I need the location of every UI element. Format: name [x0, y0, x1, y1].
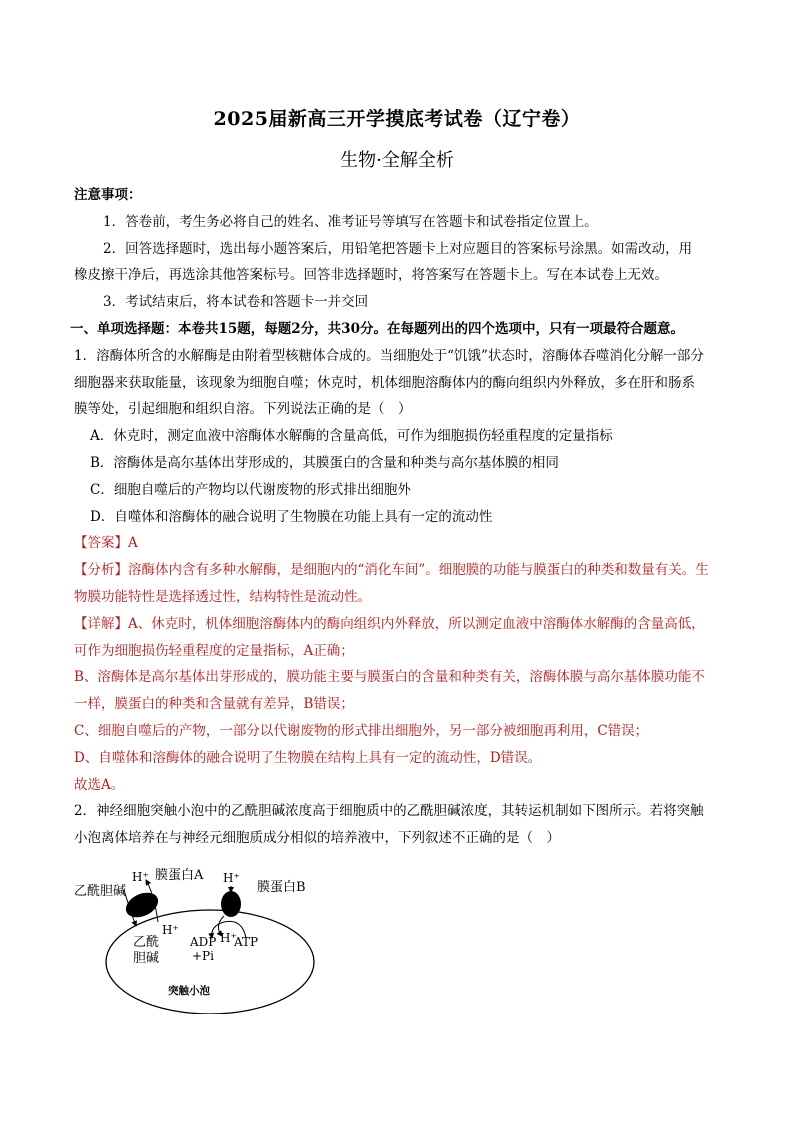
section-heading: 一、单项选择题：本卷共15题，每题2分，共30分。在每题列出的四个选项中，只有一项最符合题意。: [70, 320, 684, 337]
q1-option-c: C．细胞自噬后的产物均以代谢废物的形式排出细胞外: [90, 481, 411, 498]
detail-tag: 【详解】: [74, 615, 128, 632]
q1-detail-line-7: 故选A。: [74, 776, 125, 793]
label-protein-b: 膜蛋白B: [257, 880, 306, 895]
label-adp: ADP: [190, 935, 217, 949]
q1-detail-line-5: C、细胞自噬后的产物，一部分以代谢废物的形式排出细胞外，另一部分被细胞再利用，C错误；: [74, 722, 649, 739]
analysis-text-1: 溶酶体内含有多种水解酶，是细胞内的“消化车间”。细胞膜的功能与膜蛋白的种类和数量有关。生: [128, 562, 709, 579]
answer-tag: 【答案】: [74, 535, 128, 552]
q1-detail-line-3: B、溶酶体是高尔基体出芽形成的，膜功能主要与膜蛋白的含量和种类有关，溶酶体膜与高尔基体膜功能不: [74, 669, 705, 686]
label-pi: +Pi: [192, 949, 214, 963]
q1-analysis-line-2: 物膜功能特性是选择透过性，结构特性是流动性。: [74, 588, 371, 605]
notice-heading: 注意事项：: [74, 187, 142, 203]
notice-item-2: 2．回答选择题时，选出每小题答案后，用铅笔把答题卡上对应题目的答案标号涂黑。如需改动，用: [103, 240, 693, 257]
q1-detail-line-4: 一样，膜蛋白的种类和含量就有差异，B错误；: [74, 696, 354, 713]
label-h-plus-1: H⁺: [132, 870, 149, 884]
label-acetylcholine-outside: 乙酰胆碱: [74, 884, 127, 899]
notice-item-1: 1．答卷前，考生务必将自己的姓名、准考证号等填写在答题卡和试卷指定位置上。: [103, 213, 598, 230]
label-acetylcholine-inside-1: 乙酰: [133, 935, 160, 950]
label-h-plus-3: H⁺: [162, 923, 179, 937]
q1-analysis-line-1: [74, 557, 724, 584]
page-subtitle: 生物·全解全析: [340, 150, 454, 171]
document-body: [70, 182, 724, 852]
label-atp: ATP: [234, 935, 259, 949]
detail-text-1: A、休克时，机体细胞溶酶体内的酶向组织内外释放，所以测定血液中溶酶体水解酶的含量高低，: [128, 615, 705, 632]
q1-stem-line-2: 细胞器来获取能量，该现象为细胞自噬；休克时，机体细胞溶酶体内的酶向组织内外释放，多在肝和肠系: [74, 374, 695, 391]
label-protein-a: 膜蛋白A: [155, 868, 204, 883]
label-synaptic-vesicle: 突触小泡: [168, 985, 210, 997]
q2-stem-line-1: 2．神经细胞突触小泡中的乙酰胆碱浓度高于细胞质中的乙酰胆碱浓度，其转运机制如下图所示。若将突触: [74, 803, 704, 820]
q1-stem-line-3: 膜等处，引起细胞和组织自溶。下列说法正确的是（ ）: [74, 401, 412, 418]
q1-detail-line-6: D、自噬体和溶酶体的融合说明了生物膜在结构上具有一定的流动性，D错误。: [74, 749, 542, 766]
notice-item-2-cont: 橡皮擦干净后，再选涂其他答案标号。回答非选择题时，将答案写在答题卡上。写在本试卷上无效。: [74, 267, 668, 284]
analysis-tag: 【分析】: [74, 562, 128, 579]
q1-option-d: D．自噬体和溶酶体的融合说明了生物膜在功能上具有一定的流动性: [90, 508, 493, 525]
synaptic-vesicle-diagram: [74, 864, 334, 1014]
q1-option-a: A．休克时，测定血液中溶酶体水解酶的含量高低，可作为细胞损伤轻重程度的定量指标: [90, 428, 613, 445]
q1-detail-line-2: 可作为细胞损伤轻重程度的定量指标，A正确；: [74, 642, 354, 659]
answer-value: A: [128, 535, 138, 552]
label-acetylcholine-inside-2: 胆碱: [133, 951, 160, 966]
notice-item-3: 3．考试结束后，将本试卷和答题卡一并交回: [103, 294, 369, 311]
q1-option-b: B．溶酶体是高尔基体出芽形成的，其膜蛋白的含量和种类与高尔基体膜的相同: [90, 454, 559, 471]
q2-stem-line-2: 小泡离体培养在与神经元细胞质成分相似的培养液中，下列叙述不正确的是（ ）: [74, 830, 560, 847]
label-h-plus-2: H⁺: [223, 871, 240, 885]
q1-stem-line-1: 1．溶酶体所含的水解酶是由附着型核糖体合成的。当细胞处于“饥饿”状态时，溶酶体吞噬消化分解一部分: [74, 347, 704, 364]
membrane-protein-b: [221, 891, 241, 917]
label-h-plus-4: H⁺: [220, 931, 237, 945]
page-title: 2025届新高三开学摸底考试卷（辽宁卷）: [213, 108, 581, 130]
q1-answer: [74, 530, 724, 557]
q1-detail-line-1: [74, 611, 724, 638]
